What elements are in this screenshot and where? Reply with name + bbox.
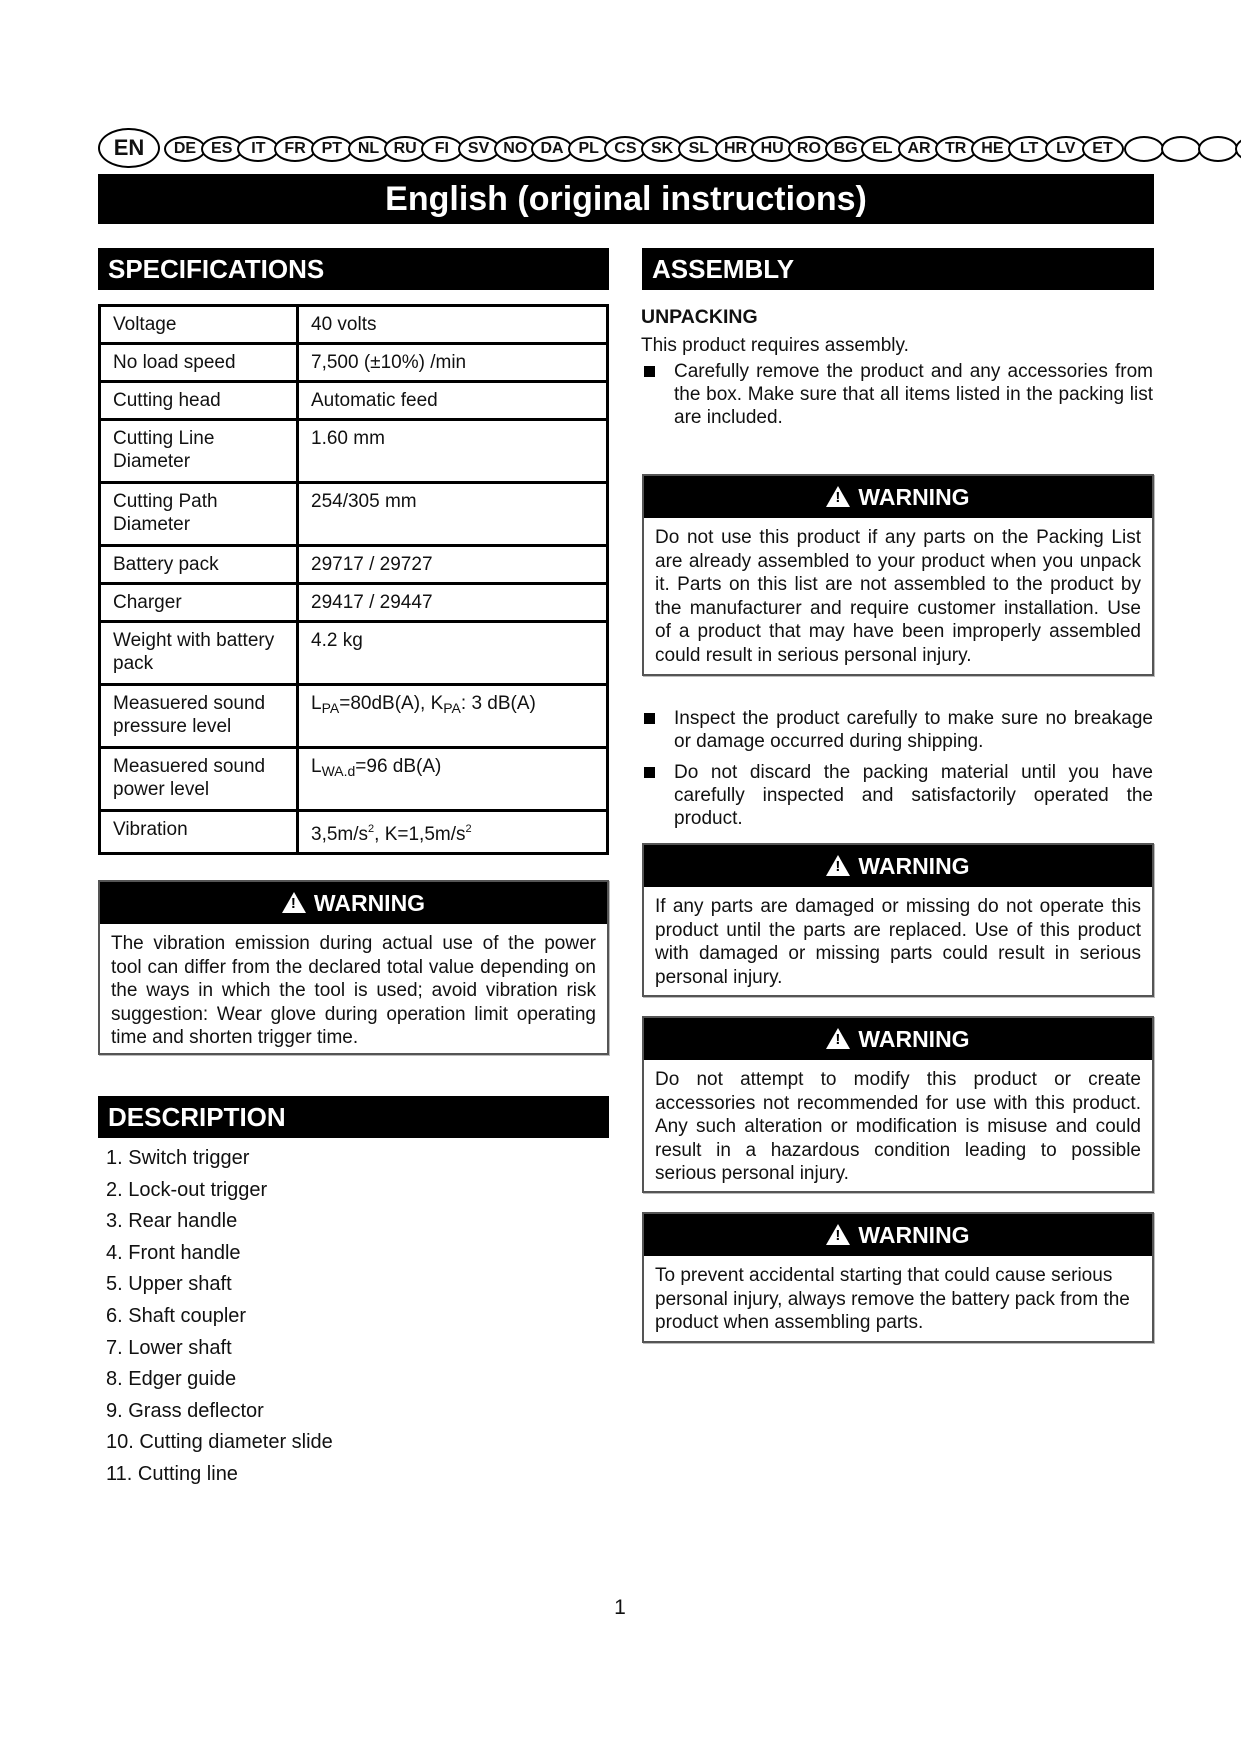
spec-row — [100, 748, 608, 811]
warning-icon — [826, 486, 850, 507]
warning-icon — [826, 855, 850, 876]
spec-row — [100, 306, 608, 344]
spec-label: Vibration — [100, 811, 298, 854]
bullet-text: Do not discard the packing material until you have carefully inspected and satisfactorily operated the product. — [674, 762, 1153, 829]
bullet-list — [641, 707, 1153, 830]
spec-row — [100, 382, 608, 420]
language-tab[interactable]: PT — [311, 136, 353, 162]
spec-value: Automatic feed — [298, 382, 608, 420]
spec-label: No load speed — [100, 344, 298, 382]
specifications-heading: SPECIFICATIONS — [98, 248, 609, 290]
list-item: 3. Rear handle — [106, 1210, 238, 1233]
spec-value: 40 volts — [298, 306, 608, 344]
language-tab[interactable]: HR — [715, 136, 757, 162]
warning-title: WARNING — [858, 484, 970, 510]
assembly-heading: ASSEMBLY — [642, 248, 1154, 290]
specifications-table — [98, 304, 609, 855]
warning-header — [644, 845, 1152, 887]
spec-label: Cutting head — [100, 382, 298, 420]
spec-subscript: PA — [443, 700, 461, 716]
spec-label: Measuered sound pressure level — [100, 685, 298, 748]
description-list — [106, 1143, 333, 1491]
spec-row — [100, 584, 608, 622]
page-title: English (original instructions) — [98, 174, 1154, 224]
spec-value-part: L — [311, 693, 322, 714]
warning-header — [644, 1214, 1152, 1256]
warning-title: WARNING — [858, 853, 970, 879]
list-item: 4. Front handle — [106, 1241, 241, 1264]
warning-text: Do not use this product if any parts on the Packing List are already assembled to your product when you unpack it. Parts on this list are not assembled to the product by the manufacturer and require customer installation. Use of a product that may have been improperly assembled could result in serious personal injury. — [655, 527, 1141, 666]
language-tab[interactable]: ET — [1082, 136, 1124, 162]
list-item: 9. Grass deflector — [106, 1399, 264, 1422]
spec-value: 254/305 mm — [298, 483, 608, 546]
modification-warning — [642, 1016, 1154, 1193]
unpacking-heading: UNPACKING — [641, 306, 758, 328]
packing-list-warning — [642, 474, 1154, 676]
language-tab[interactable]: LT — [1008, 136, 1050, 162]
warning-title: WARNING — [858, 1026, 970, 1052]
warning-title: WARNING — [858, 1222, 970, 1248]
battery-removal-warning — [642, 1212, 1154, 1343]
spec-row — [100, 546, 608, 584]
spec-row — [100, 344, 608, 382]
spec-value: 7,500 (±10%) /min — [298, 344, 608, 382]
spec-value — [298, 748, 608, 811]
bullet-item — [641, 761, 1153, 830]
warning-title: WARNING — [313, 890, 426, 916]
spec-value-part: , K=1,5m/s — [374, 824, 466, 845]
bullet-square-icon — [644, 713, 655, 724]
spec-label: Voltage — [100, 306, 298, 344]
language-tab-empty — [1124, 136, 1164, 162]
language-tab[interactable]: FI — [421, 136, 463, 162]
bullet-text: Inspect the product carefully to make sure no breakage or damage occurred during shipping. — [674, 708, 1153, 752]
list-item: 1. Switch trigger — [106, 1147, 250, 1169]
spec-value — [298, 685, 608, 748]
spec-label: Charger — [100, 584, 298, 622]
language-tab[interactable]: EL — [861, 136, 903, 162]
language-tab-empty — [1198, 136, 1238, 162]
bullet-list — [641, 360, 1153, 429]
warning-icon — [282, 892, 306, 913]
spec-row — [100, 420, 608, 483]
list-item: 2. Lock-out trigger — [106, 1178, 268, 1201]
language-tab[interactable]: PL — [568, 136, 610, 162]
language-tab[interactable]: SK — [641, 136, 683, 162]
description-heading: DESCRIPTION — [98, 1096, 609, 1138]
language-tab[interactable]: DE — [164, 136, 206, 162]
language-tab[interactable]: NL — [348, 136, 390, 162]
warning-header — [644, 1018, 1152, 1060]
spec-row — [100, 685, 608, 748]
list-item: 11. Cutting line — [106, 1462, 238, 1485]
language-tab-active[interactable]: EN — [98, 128, 160, 168]
warning-header — [100, 882, 607, 924]
assembly-intro: This product requires assembly. — [641, 335, 909, 356]
spec-value — [298, 811, 608, 854]
language-tab[interactable]: DA — [531, 136, 573, 162]
language-tab[interactable]: TR — [935, 136, 977, 162]
spec-value-part: 3,5m/s — [311, 824, 369, 845]
spec-superscript: 2 — [368, 823, 375, 835]
bullet-square-icon — [644, 767, 655, 778]
spec-value: 29717 / 29727 — [298, 546, 608, 584]
warning-text: The vibration emission during actual use of the power tool can differ from the declared total value depending on the ways in which the tool is used; avoid vibration risk suggestion: Wear glove during operation limit operating time and shorten trigger time. — [111, 933, 596, 1048]
language-tab-empty — [1235, 136, 1241, 162]
language-tab[interactable]: RU — [384, 136, 426, 162]
language-tab[interactable]: RO — [788, 136, 830, 162]
language-tab[interactable]: ES — [201, 136, 243, 162]
spec-row — [100, 811, 608, 854]
page-number: 1 — [614, 1596, 626, 1619]
language-tab[interactable]: SL — [678, 136, 720, 162]
spec-value: 29417 / 29447 — [298, 584, 608, 622]
list-item: 5. Upper shaft — [106, 1273, 232, 1296]
warning-text: If any parts are damaged or missing do not operate this product until the parts are replaced. Use of this product with damaged or missing parts could result in serious personal injury. — [655, 896, 1141, 988]
spec-label: Battery pack — [100, 546, 298, 584]
language-tab[interactable]: HU — [751, 136, 793, 162]
bullet-text: Carefully remove the product and any accessories from the box. Make sure that all items listed in the packing list are included. — [674, 361, 1153, 428]
spec-row — [100, 622, 608, 685]
language-tab[interactable]: AR — [898, 136, 940, 162]
spec-subscript: PA — [321, 700, 340, 716]
spec-value-part: =96 dB(A) — [355, 756, 442, 777]
spec-subscript: WA.d — [321, 763, 356, 779]
language-tab[interactable]: SV — [458, 136, 500, 162]
spec-label: Measuered sound power level — [100, 748, 298, 811]
spec-label: Weight with battery pack — [100, 622, 298, 685]
warning-text: Do not attempt to modify this product or create accessories not recommended for use with this product. Any such alteration or modification is misuse and could result in a hazardous condition leading to possible serious personal injury. — [655, 1069, 1141, 1184]
language-tab[interactable]: FR — [274, 136, 316, 162]
language-tab-empty — [1161, 136, 1201, 162]
warning-icon — [826, 1224, 850, 1245]
spec-superscript: 2 — [465, 823, 472, 835]
spec-row — [100, 483, 608, 546]
warning-text: To prevent accidental starting that could cause serious personal injury, always remove the battery pack from the product when assembling parts. — [655, 1265, 1130, 1333]
list-item: 8. Edger guide — [106, 1368, 237, 1391]
language-tab[interactable]: LV — [1045, 136, 1087, 162]
language-selector — [98, 128, 1160, 168]
list-item: 6. Shaft coupler — [106, 1304, 247, 1327]
bullet-item — [641, 360, 1153, 429]
spec-label: Cutting Line Diameter — [100, 420, 298, 483]
spec-value-part: L — [311, 756, 322, 777]
damaged-parts-warning — [642, 843, 1154, 997]
spec-value: 4.2 kg — [298, 622, 608, 685]
language-tab[interactable]: IT — [237, 136, 279, 162]
vibration-warning — [98, 880, 609, 1055]
spec-value: 1.60 mm — [298, 420, 608, 483]
language-tab[interactable]: CS — [604, 136, 646, 162]
warning-header — [644, 476, 1152, 518]
spec-label: Cutting Path Diameter — [100, 483, 298, 546]
bullet-square-icon — [644, 366, 655, 377]
language-tab[interactable]: HE — [971, 136, 1013, 162]
list-item: 7. Lower shaft — [106, 1336, 232, 1359]
list-item: 10. Cutting diameter slide — [106, 1431, 333, 1454]
spec-value-part: : 3 dB(A) — [460, 693, 536, 714]
language-tab[interactable]: BG — [825, 136, 867, 162]
language-tab[interactable]: NO — [494, 136, 536, 162]
bullet-item — [641, 707, 1153, 753]
warning-icon — [826, 1028, 850, 1049]
spec-value-part: =80dB(A), K — [339, 693, 444, 714]
